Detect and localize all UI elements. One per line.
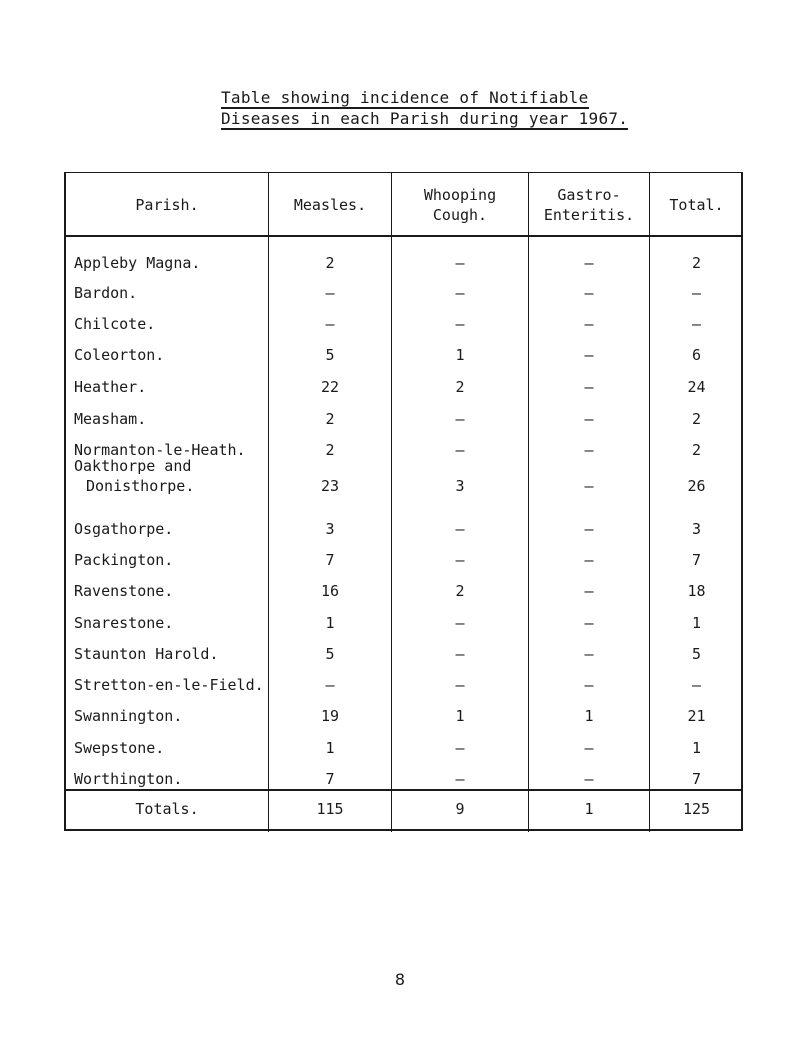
parish-name: Snarestone. [74,614,174,632]
measles-cell: 22 [320,378,340,396]
gastro-enteritis-cell: – [584,614,594,632]
total-cell: 7 [691,551,702,569]
parish-name: Normanton-le-Heath. [74,441,246,459]
header-measles: Measles. [293,196,367,214]
whooping-cough-cell: – [455,410,465,428]
disease-table [64,172,743,831]
measles-cell: – [325,284,335,302]
whooping-cough-cell: – [455,520,465,538]
parish-name: Ravenstone. [74,582,174,600]
parish-name: Heather. [74,378,147,396]
measles-cell: 3 [325,520,335,538]
measles-cell: – [325,315,335,333]
total-cell: 3 [691,520,702,538]
total-cell: 6 [691,346,702,364]
measles-cell: 1 [325,739,335,757]
parish-name: Chilcote. [74,315,156,333]
parish-name: Appleby Magna. [74,254,201,272]
measles-cell: 1 [325,614,335,632]
parish-name: Osgathorpe. [74,520,174,538]
whooping-cough-cell: – [455,441,465,459]
whooping-cough-cell: – [455,614,465,632]
header-parish: Parish. [135,196,199,214]
gastro-enteritis-cell: – [584,676,594,694]
whooping-cough-cell: 1 [455,707,465,725]
total-cell: 24 [687,378,706,396]
parish-name: Stretton-en-le-Field. [74,676,264,694]
parish-name: Staunton Harold. [74,645,219,663]
gastro-enteritis-cell: – [584,520,594,538]
whooping-cough-cell: 1 [455,346,465,364]
gastro-enteritis-cell: – [584,770,594,788]
total-cell: 26 [687,477,706,495]
whooping-cough-cell: – [455,315,465,333]
measles-cell: 7 [325,551,335,569]
totals-label: Totals. [135,800,199,818]
whooping-cough-cell: 3 [455,477,465,495]
whooping-cough-cell: 2 [455,378,465,396]
parish-name: Packington. [74,551,174,569]
total-cell: – [691,676,702,694]
whooping-cough-cell: – [455,739,465,757]
gastro-enteritis-cell: – [584,739,594,757]
gastro-enteritis-cell: – [584,315,594,333]
total-cell: 1 [691,614,702,632]
header-total: Total. [669,196,724,214]
page-number: 8 [394,970,406,989]
whooping-cough-cell: – [455,770,465,788]
parish-name: Worthington. [74,770,183,788]
total-cell: – [691,284,702,302]
gastro-enteritis-cell: – [584,441,594,459]
total-cell: 7 [691,770,702,788]
totals-total: 125 [682,800,711,818]
totals-gastro-enteritis: 1 [584,800,594,818]
gastro-enteritis-cell: – [584,645,594,663]
total-cell: 5 [691,645,702,663]
parish-name: Coleorton. [74,346,165,364]
totals-whooping-cough: 9 [455,800,465,818]
whooping-cough-cell: – [455,284,465,302]
gastro-enteritis-cell: 1 [584,707,594,725]
total-cell: 2 [691,410,702,428]
parish-name: Oakthorpe and [74,457,192,475]
totals-measles: 115 [316,800,344,818]
gastro-enteritis-cell: – [584,410,594,428]
measles-cell: 2 [325,410,335,428]
parish-name: Swannington. [74,707,183,725]
measles-cell: 2 [325,441,335,459]
gastro-enteritis-cell: – [584,284,594,302]
title-line-2: Diseases in each Parish during year 1967. [221,109,629,128]
header-gastro-enteritis: Gastro- Enteritis. [543,186,635,224]
measles-cell: 19 [320,707,340,725]
gastro-enteritis-cell: – [584,378,594,396]
gastro-enteritis-cell: – [584,582,594,600]
total-cell: 1 [691,739,702,757]
gastro-enteritis-cell: – [584,346,594,364]
total-cell: 18 [687,582,706,600]
gastro-enteritis-cell: – [584,477,594,495]
title-line-1: Table showing incidence of Notifiable [221,88,589,107]
total-cell: 2 [691,254,702,272]
measles-cell: 5 [325,346,335,364]
whooping-cough-cell: – [455,551,465,569]
whooping-cough-cell: 2 [455,582,465,600]
parish-name: Measham. [74,410,147,428]
gastro-enteritis-cell: – [584,254,594,272]
total-cell: 21 [687,707,706,725]
whooping-cough-cell: – [455,645,465,663]
measles-cell: 5 [325,645,335,663]
parish-name: Bardon. [74,284,138,302]
total-cell: – [691,315,702,333]
parish-name: Swepstone. [74,739,165,757]
total-cell: 2 [691,441,702,459]
whooping-cough-cell: – [455,254,465,272]
totals-rule-bottom [66,829,741,831]
gastro-enteritis-cell: – [584,551,594,569]
measles-cell: 23 [320,477,340,495]
table-title [221,88,628,130]
measles-cell: 2 [325,254,335,272]
whooping-cough-cell: – [455,676,465,694]
totals-rule-top [66,789,741,791]
measles-cell: 7 [325,770,335,788]
header-whooping-cough: Whooping Cough. [423,186,497,224]
parish-name-continued: Donisthorpe. [86,477,195,495]
measles-cell: – [325,676,335,694]
measles-cell: 16 [320,582,340,600]
